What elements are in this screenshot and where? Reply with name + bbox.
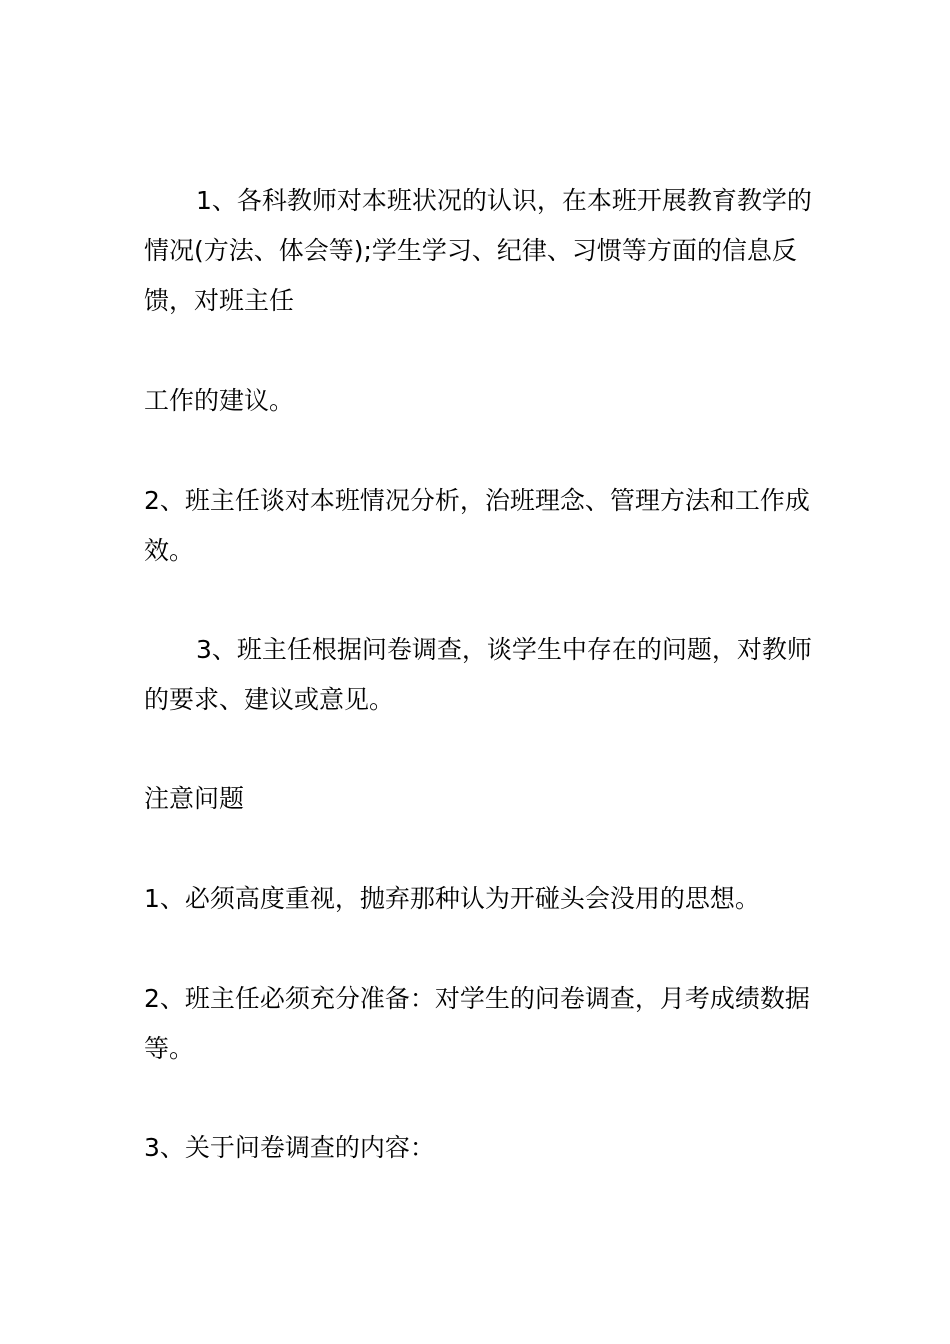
- section-heading-notes: 注意问题: [144, 784, 245, 813]
- paragraph-note-3: 3、关于问卷调查的内容：: [144, 1133, 435, 1162]
- paragraph-questionnaire-issues: 3、班主任根据问卷调查，谈学生中存在的问题，对教师的要求、建议或意见。: [144, 635, 812, 714]
- paragraph-teacher-feedback: 1、各科教师对本班状况的认识，在本班开展教育教学的情况(方法、体会等);学生学习、纪律、习惯等方面的信息反馈，对班主任: [144, 186, 812, 315]
- paragraph-head-teacher-analysis: 2、班主任谈对本班情况分析，治班理念、管理方法和工作成效。: [144, 486, 810, 565]
- paragraph-note-2: 2、班主任必须充分准备：对学生的问卷调查，月考成绩数据等。: [144, 984, 810, 1063]
- paragraph-note-1: 1、必须高度重视，抛弃那种认为开碰头会没用的思想。: [144, 884, 760, 913]
- paragraph-work-suggestions: 工作的建议。: [144, 386, 295, 415]
